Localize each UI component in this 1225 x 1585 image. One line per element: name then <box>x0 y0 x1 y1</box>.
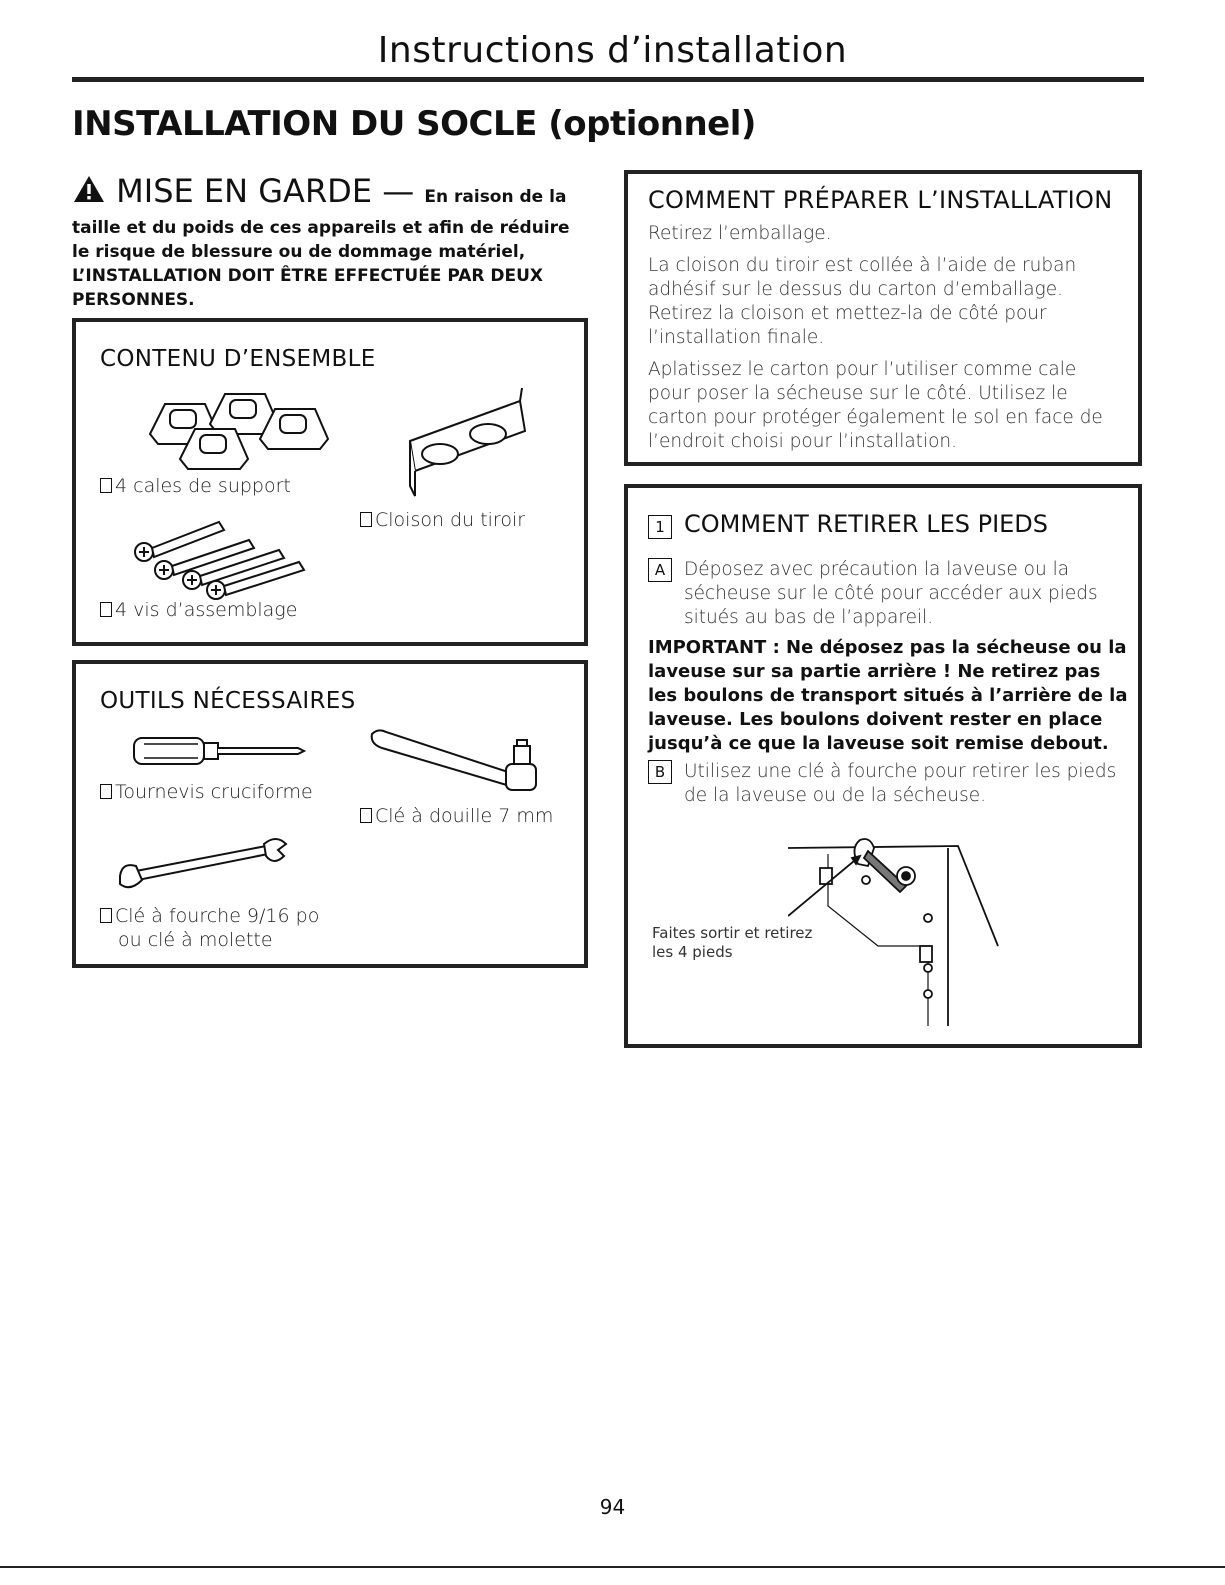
warning-line: le risque de blessure ou de dommage matériel, <box>72 242 526 262</box>
item-drawer-divider <box>360 508 525 532</box>
step-a <box>648 558 1122 630</box>
feet-callout <box>652 924 812 962</box>
tools-box <box>72 660 588 968</box>
item-assembly-screws <box>100 598 297 622</box>
item-adjustable-wrench-label: ou clé à molette <box>118 929 273 951</box>
item-socket-wrench-label: Clé à douille 7 mm <box>375 805 554 827</box>
checkbox-icon <box>100 478 112 493</box>
contents-box <box>72 318 588 646</box>
step-number-badge: 1 <box>648 515 672 539</box>
item-screwdriver-label: Tournevis cruciforme <box>115 781 313 803</box>
item-drawer-divider-label: Cloison du tiroir <box>375 509 526 531</box>
item-open-end-wrench-label: Clé à fourche 9/16 po <box>115 905 320 927</box>
warning-line: L’INSTALLATION DOIT ÊTRE EFFECTUÉE PAR DEUX <box>72 266 544 286</box>
checkbox-icon <box>100 908 112 923</box>
item-socket-wrench <box>360 804 553 828</box>
warning-line: taille et du poids de ces appareils et afin de réduire <box>72 218 570 238</box>
item-assembly-screws-label: 4 vis d’assemblage <box>115 599 298 621</box>
step-a-text: Déposez avec précaution la laveuse ou la sécheuse sur le côté pour accéder aux pieds situés au bas de l’appareil. <box>684 559 1098 628</box>
warning-body <box>72 216 582 312</box>
screwdriver-illustration <box>128 730 328 774</box>
feet-callout-line: Faites sortir et retirez <box>652 924 813 942</box>
step-letter-badge: A <box>648 558 672 582</box>
assembly-screws-illustration <box>124 512 324 602</box>
prepare-paragraph: La cloison du tiroir est collée à l’aide de ruban adhésif sur le dessus du carton d’emballage. Retirez la cloison et mettez-la de côté pour l’installation finale. <box>648 255 1077 348</box>
page-number: 94 <box>599 1495 626 1519</box>
checkbox-icon <box>100 602 112 617</box>
item-screwdriver <box>100 780 313 804</box>
warning-heading-line <box>72 172 582 216</box>
item-open-end-wrench <box>100 904 319 952</box>
item-support-pads <box>100 474 291 498</box>
step-letter-badge: B <box>648 760 672 784</box>
step-b <box>648 760 1122 808</box>
remove-feet-title: COMMENT RETIRER LES PIEDS <box>684 510 1049 538</box>
socket-wrench-illustration <box>364 724 554 804</box>
checkbox-icon <box>360 808 372 823</box>
feet-removal-illustration <box>788 826 1008 1026</box>
section-title: INSTALLATION DU SOCLE (optionnel) <box>72 104 756 144</box>
warning-block <box>72 172 582 312</box>
support-pads-illustration <box>140 384 360 484</box>
prepare-box-body <box>648 222 1122 462</box>
remove-feet-box <box>624 484 1142 1048</box>
checkbox-icon <box>360 512 372 527</box>
warning-triangle-icon <box>72 174 106 204</box>
warning-heading: MISE EN GARDE — <box>116 172 425 210</box>
prepare-box-title: COMMENT PRÉPARER L’INSTALLATION <box>648 186 1113 214</box>
open-end-wrench-illustration <box>116 836 296 896</box>
prepare-paragraph: Retirez l’emballage. <box>648 223 832 244</box>
tools-box-title: OUTILS NÉCESSAIRES <box>100 688 356 714</box>
drawer-divider-illustration <box>400 386 540 506</box>
item-support-pads-label: 4 cales de support <box>115 475 291 497</box>
step-b-text: Utilisez une clé à fourche pour retirer les pieds de la laveuse ou de la sécheuse. <box>684 761 1117 806</box>
contents-box-title: CONTENU D’ENSEMBLE <box>100 346 376 372</box>
page-header-title: Instructions d’installation <box>377 30 848 71</box>
prepare-box <box>624 170 1142 466</box>
bottom-rule <box>0 1566 1225 1568</box>
warning-lead: En raison de la <box>424 187 567 207</box>
header-rule <box>72 77 1144 82</box>
remove-feet-heading <box>648 510 1048 539</box>
feet-callout-line: les 4 pieds <box>652 943 733 961</box>
important-note: IMPORTANT : Ne déposez pas la sécheuse ou la laveuse sur sa partie arrière ! Ne retirez pas les boulons de transport situés à l’arrière de la laveuse. Les boulons doivent rester en place jusqu’à ce que la laveuse soit remise debout. <box>648 637 1128 754</box>
checkbox-icon <box>100 784 112 799</box>
warning-line: PERSONNES. <box>72 290 195 310</box>
prepare-paragraph: Aplatissez le carton pour l’utiliser comme cale pour poser la sécheuse sur le côté. Utilisez le carton pour protéger également le sol en face de l’endroit choisi pour l’installation. <box>648 359 1103 452</box>
